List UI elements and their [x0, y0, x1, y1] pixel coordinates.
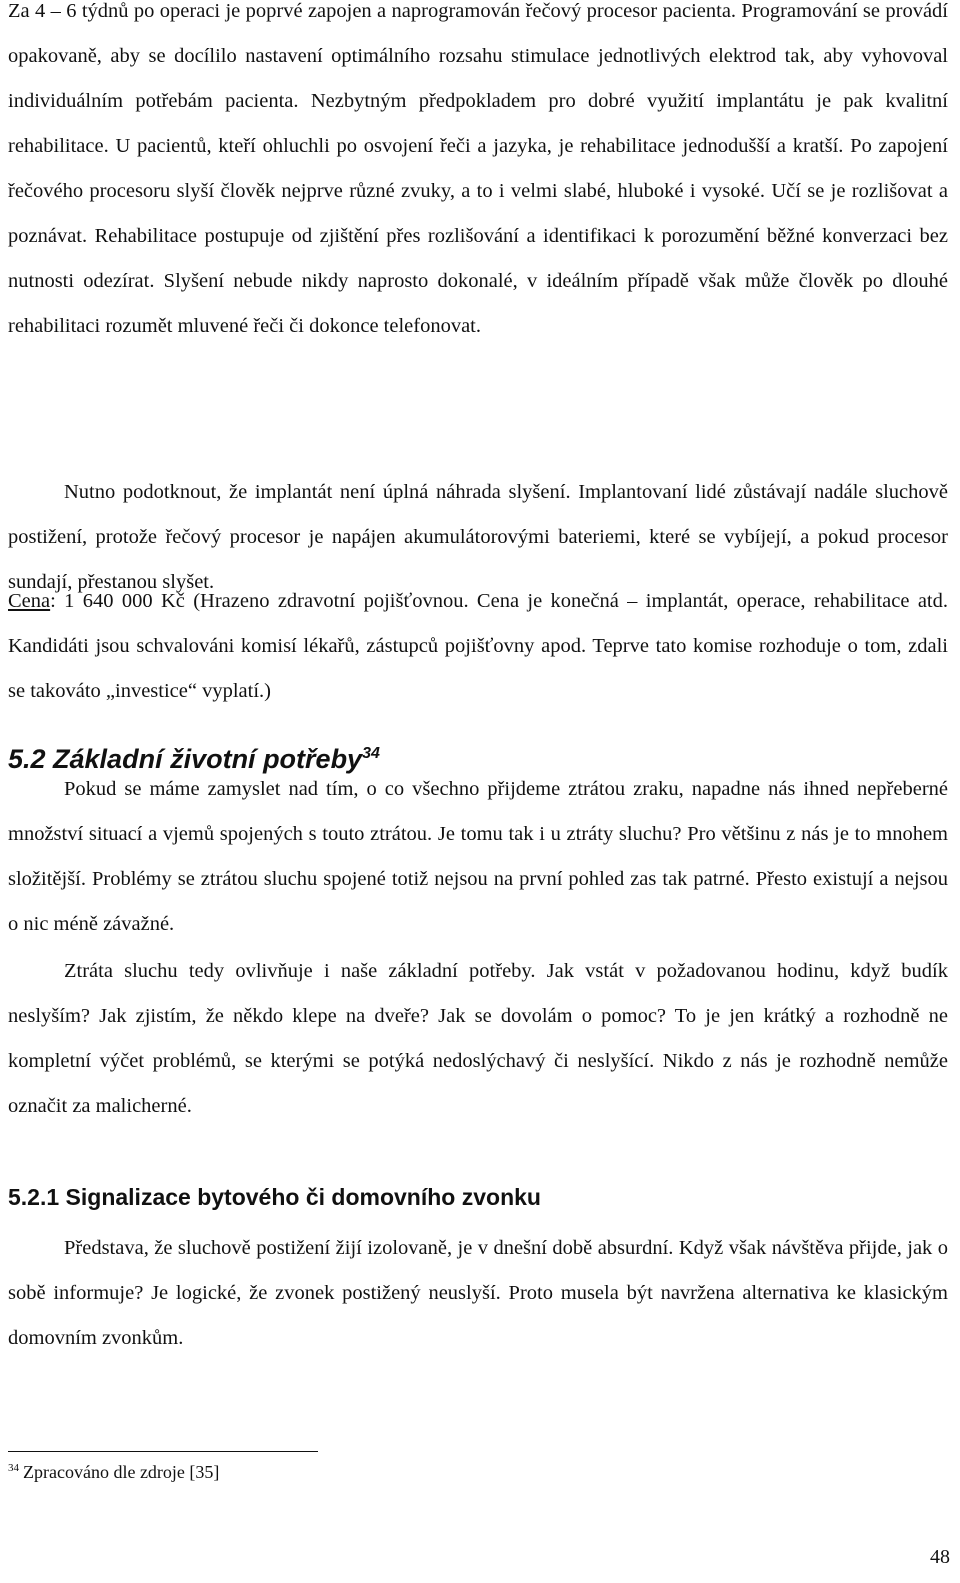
paragraph-doorbell: Představa, že sluchově postižení žijí izolovaně, je v dnešní době absurdní. Když však návštěva přijde, jak o sobě informuje? Je logické, že zvonek postižený neuslyší. Proto musela být navržena alternativa ke klasickým domovním zvonkům. — [8, 1237, 948, 1349]
footnote-number: 34 — [8, 1462, 19, 1474]
section-heading-5-2-1: 5.2.1 Signalizace bytového či domovního zvonku — [8, 1184, 541, 1210]
footnote — [8, 1462, 219, 1483]
page-number: 48 — [930, 1546, 950, 1568]
price-label: Cena — [8, 590, 51, 612]
section-heading-5-2-title: 5.2 Základní životní potřeby — [8, 744, 363, 774]
footnote-ref-34: 34 — [362, 745, 380, 762]
paragraph-implant-limits: Nutno podotknout, že implantát není úplná náhrada slyšení. Implantovaní lidé zůstávají nadále sluchově postižení, protože řečový procesor je napájen akumulátorovými bateriemi, které se vybíjejí, a pokud procesor sundají, přestanou slyšet. — [8, 481, 948, 593]
paragraph-vision-vs-hearing: Pokud se máme zamyslet nad tím, o co všechno přijdeme ztrátou zraku, napadne nás ihned nepřeberné množství situací a vjemů spojených s touto ztrátou. Je tomu tak i u ztráty sluchu? Pro většinu z nás je to mnohem složitější. Problémy se ztrátou sluchu spojené totiž nejsou na první pohled zas tak patrné. Přesto existují a nejsou o nic méně závažné. — [8, 778, 948, 935]
paragraph-basic-needs: Ztráta sluchu tedy ovlivňuje i naše základní potřeby. Jak vstát v požadovanou hodinu, když budík neslyším? Jak zjistím, že někdo klepe na dveře? Jak se dovolám o pomoc? To je jen krátký a rozhodně ne kompletní výčet problémů, se kterými se potýká nedoslýchavý či neslyšící. Nikdo z nás je rozhodně nemůže označit za malicherné. — [8, 960, 948, 1117]
price-text: : 1 640 000 Kč (Hrazeno zdravotní pojišťovnou. Cena je konečná – implantát, operace, rehabilitace atd. Kandidáti jsou schvalováni komisí lékařů, zástupců pojišťovny apod. Teprve tato komise rozhoduje o tom, zdali se takováto „investice“ vyplatí.) — [8, 590, 948, 702]
footnote-divider — [8, 1451, 318, 1452]
paragraph-price — [8, 579, 948, 714]
footnote-text: Zpracováno dle zdroje [35] — [23, 1462, 220, 1482]
paragraph-implant-programming: Za 4 – 6 týdnů po operaci je poprvé zapojen a naprogramován řečový procesor pacienta. Programování se provádí opakovaně, aby se docílilo nastavení optimálního rozsahu stimulace jednotlivých elektrod tak, aby vyhovoval individuálním potřebám pacienta. Nezbytným předpokladem pro dobré využití implantátu je pak kvalitní rehabilitace. U pacientů, kteří ohluchli po osvojení řeči a jazyka, je rehabilitace jednodušší a kratší. Po zapojení řečového procesoru slyší člověk nejprve různé zvuky, a to i velmi slabé, hluboké i vysoké. Učí se je rozlišovat a poznávat. Rehabilitace postupuje od zjištění přes rozlišování a identifikaci k porozumění běžné konverzaci bez nutnosti odezírat. Slyšení nebude nikdy naprosto dokonalé, v ideálním případě však může člověk po dlouhé rehabilitaci rozumět mluvené řeči či dokonce telefonovat. — [8, 0, 948, 337]
